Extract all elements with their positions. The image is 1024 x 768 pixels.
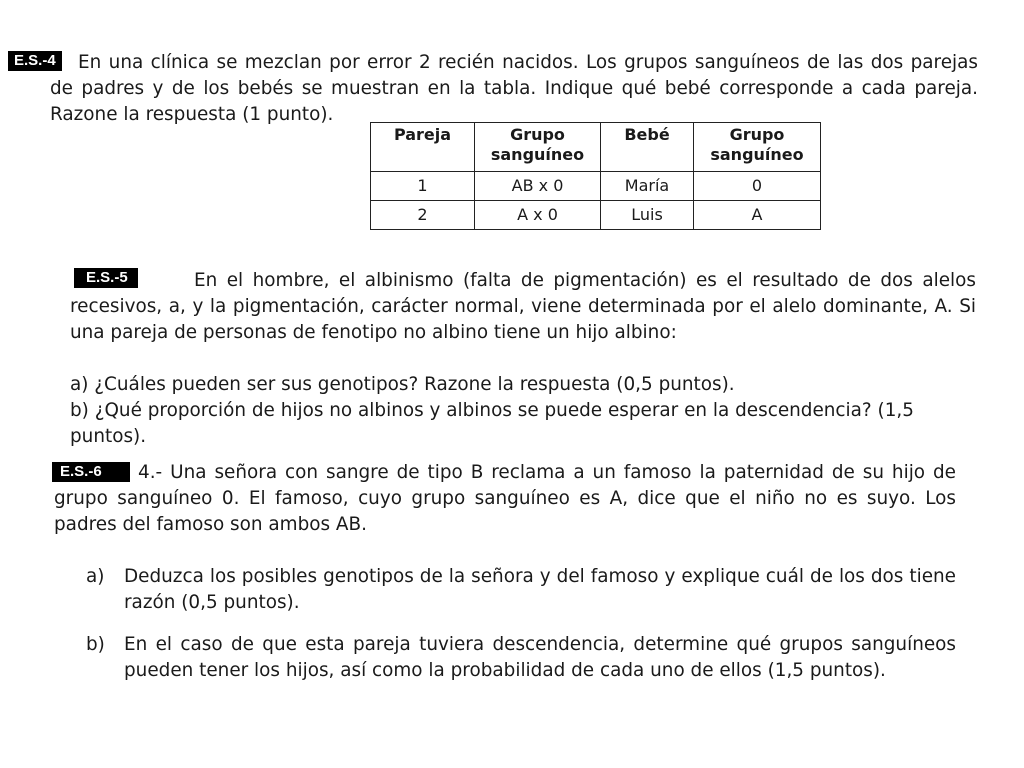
question-5-item-a: a) ¿Cuáles pueden ser sus genotipos? Razone la respuesta (0,5 puntos).: [70, 374, 735, 395]
question-5: [70, 268, 976, 450]
table-cell: A x 0: [475, 201, 601, 230]
table-cell: Luis: [601, 201, 694, 230]
question-4-text: En una clínica se mezclan por error 2 recién nacidos. Los grupos sanguíneos de las dos parejas de padres y de los bebés se muestran en la tabla. Indique qué bebé corresponde a cada pareja. Razone la respuesta (1 punto).: [50, 52, 978, 125]
item-a-label: a): [86, 566, 105, 587]
question-5-badge: E.S.-5: [74, 268, 138, 288]
question-5-item-b: b) ¿Qué proporción de hijos no albinos y albinos se puede esperar en la descendencia? (1,5 puntos).: [70, 400, 914, 447]
question-4-badge: E.S.-4: [8, 51, 62, 71]
table-cell: 0: [694, 172, 821, 201]
header-grupo-bebe: Grupo sanguíneo: [694, 123, 821, 172]
item-a-text: Deduzca los posibles genotipos de la señora y del famoso y explique cuál de los dos tiene razón (0,5 puntos).: [124, 566, 956, 613]
question-6-item-a: [86, 564, 956, 616]
question-4: [50, 50, 978, 128]
table-row: [371, 172, 821, 201]
question-5-text: En el hombre, el albinismo (falta de pigmentación) es el resultado de dos alelos recesivos, a, y la pigmentación, carácter normal, viene determinada por el alelo dominante, A. Si una pareja de personas de fenotipo no albino tiene un hijo albino:: [70, 270, 976, 343]
item-b-label: b): [86, 634, 105, 655]
table-cell: AB x 0: [475, 172, 601, 201]
item-b-text: En el caso de que esta pareja tuviera descendencia, determine qué grupos sanguíneos pueden tener los hijos, así como la probabilidad de cada uno de ellos (1,5 puntos).: [124, 634, 956, 681]
table-row: [371, 201, 821, 230]
header-grupo-padres: Grupo sanguíneo: [475, 123, 601, 172]
question-6-item-b: [86, 632, 956, 684]
table-cell: María: [601, 172, 694, 201]
header-pareja: Pareja: [371, 123, 475, 172]
question-6-badge: E.S.-6: [52, 462, 130, 482]
table-cell: 1: [371, 172, 475, 201]
table-cell: A: [694, 201, 821, 230]
blood-group-table: [370, 122, 821, 230]
table-header-row: [371, 123, 821, 172]
header-bebe: Bebé: [601, 123, 694, 172]
question-6-text: 4.- Una señora con sangre de tipo B reclama a un famoso la paternidad de su hijo de grupo sanguíneo 0. El famoso, cuyo grupo sanguíneo es A, dice que el niño no es suyo. Los padres del famoso son ambos AB.: [54, 462, 956, 535]
question-6: [54, 460, 956, 684]
table-cell: 2: [371, 201, 475, 230]
